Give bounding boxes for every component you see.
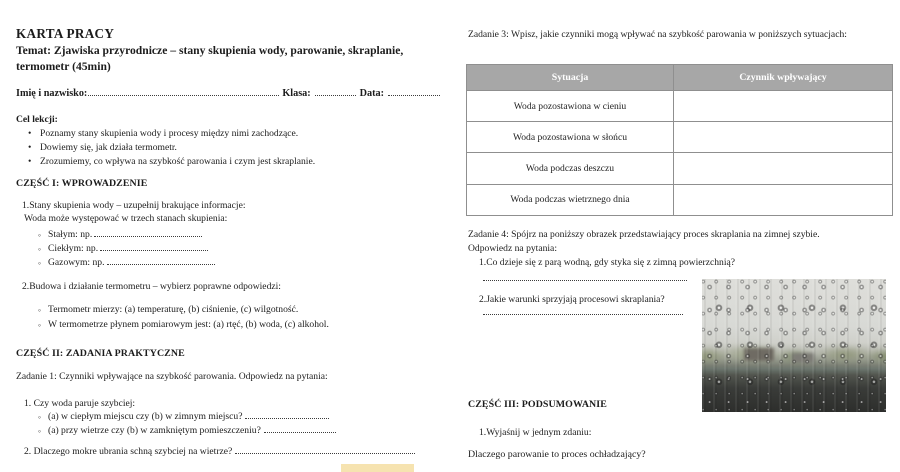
table-row bbox=[467, 184, 893, 215]
exercise4-intro bbox=[468, 228, 888, 256]
goals-title: Cel lekcji: bbox=[16, 114, 58, 125]
answer-blank[interactable] bbox=[235, 445, 415, 454]
goal-text: Poznamy stany skupienia wody i procesy między nimi zachodzące. bbox=[40, 128, 299, 139]
factor-answer-cell[interactable] bbox=[674, 184, 893, 215]
name-blank[interactable] bbox=[88, 88, 279, 96]
exercise1-intro: Zadanie 1: Czynniki wpływające na szybkość parowania. Odpowiedz na pytania: bbox=[16, 371, 328, 382]
worksheet-page-2 bbox=[466, 0, 895, 472]
situation-factors-table bbox=[466, 64, 893, 216]
list-item bbox=[38, 256, 418, 270]
thermometer-options-list bbox=[38, 303, 438, 332]
state-label: Stałym: np. bbox=[48, 229, 93, 240]
factor-answer-cell[interactable] bbox=[674, 122, 893, 153]
list-item bbox=[28, 155, 448, 169]
section-2-heading: CZĘŚĆ II: ZADANIA PRAKTYCZNE bbox=[16, 348, 185, 359]
summary-question: Dlaczego parowanie to proces ochładzający? bbox=[468, 449, 646, 460]
list-item bbox=[38, 318, 438, 333]
table-header-row bbox=[467, 65, 893, 91]
goal-text: Dowiemy się, jak działa termometr. bbox=[40, 142, 177, 154]
option-text: W termometrze płynem pomiarowym jest: (a) rtęć, (b) woda, (c) alkohol. bbox=[48, 318, 329, 330]
exercise1-question2 bbox=[24, 445, 444, 458]
answer-blank[interactable] bbox=[264, 424, 336, 433]
worksheet-page-1 bbox=[16, 0, 448, 472]
rain-window-photo bbox=[702, 279, 886, 412]
situation-cell: Woda pozostawiona w słońcu bbox=[467, 122, 674, 153]
answer-blank[interactable] bbox=[245, 410, 329, 419]
list-item bbox=[38, 424, 438, 438]
name-label: Imię i nazwisko: bbox=[16, 88, 88, 99]
goals-list bbox=[28, 127, 448, 170]
table-row bbox=[467, 153, 893, 184]
list-item bbox=[38, 410, 438, 424]
circle-bullet-icon: ◦ bbox=[38, 258, 42, 269]
bullet-icon: • bbox=[28, 142, 32, 154]
situation-cell: Woda pozostawiona w cieniu bbox=[467, 91, 674, 122]
option-text: Termometr mierzy: (a) temperaturę, (b) ciśnienie, (c) wilgotność. bbox=[48, 304, 299, 315]
situation-cell: Woda podczas wietrznego dnia bbox=[467, 184, 674, 215]
table-row bbox=[467, 122, 893, 153]
list-item bbox=[38, 228, 418, 242]
circle-bullet-icon: ◦ bbox=[38, 412, 42, 422]
list-item bbox=[38, 303, 438, 318]
exercise1-options-list bbox=[38, 410, 438, 438]
column-header-situation: Sytuacja bbox=[467, 65, 674, 91]
circle-bullet-icon: ◦ bbox=[38, 244, 42, 255]
list-item bbox=[38, 242, 418, 256]
section-1-heading: CZĘŚĆ I: WPROWADZENIE bbox=[16, 178, 148, 189]
circle-bullet-icon: ◦ bbox=[38, 305, 42, 315]
exercise1-question1: 1. Czy woda paruje szybciej: bbox=[24, 398, 136, 409]
state-blank[interactable] bbox=[100, 242, 208, 251]
class-blank[interactable] bbox=[315, 88, 356, 96]
task1-instruction: 1.Stany skupienia wody – uzupełnij brakujące informacje: bbox=[22, 200, 246, 211]
states-list bbox=[38, 228, 418, 271]
exercise4-question2: 2.Jakie warunki sprzyjają procesowi skraplania? bbox=[479, 294, 665, 305]
exercise4-intro-line2: Odpowiedz na pytania: bbox=[468, 242, 557, 254]
task1-subline: Woda może występować w trzech stanach skupienia: bbox=[24, 213, 228, 224]
state-blank[interactable] bbox=[107, 256, 215, 265]
list-item bbox=[28, 127, 448, 141]
exercise4-question1: 1.Co dzieje się z parą wodną, gdy styka się z zimną powierzchnią? bbox=[479, 257, 736, 268]
bullet-icon: • bbox=[28, 156, 32, 168]
exercise3-intro: Zadanie 3: Wpisz, jakie czynniki mogą wpływać na szybkość parowania w poniższych sytuacjach: bbox=[468, 29, 847, 40]
state-blank[interactable] bbox=[94, 228, 202, 237]
answer-blank[interactable] bbox=[483, 274, 687, 281]
bullet-icon: • bbox=[28, 128, 32, 139]
exercise4-intro-line1: Zadanie 4: Spójrz na poniższy obrazek przedstawiający proces skraplania na zimnej szybie. bbox=[468, 229, 820, 240]
photo-glass-streaks bbox=[702, 279, 886, 412]
page-title: KARTA PRACY bbox=[16, 26, 115, 41]
highlight-cutoff bbox=[341, 464, 414, 472]
answer-blank[interactable] bbox=[483, 308, 683, 315]
circle-bullet-icon: ◦ bbox=[38, 319, 42, 330]
goal-text: Zrozumiemy, co wpływa na szybkość parowania i czym jest skraplanie. bbox=[40, 156, 316, 168]
date-label: Data: bbox=[359, 88, 384, 99]
circle-bullet-icon: ◦ bbox=[38, 230, 42, 240]
state-label: Gazowym: np. bbox=[48, 257, 105, 269]
column-header-factor: Czynnik wpływający bbox=[674, 65, 893, 91]
list-item bbox=[28, 141, 448, 155]
topic-line: Temat: Zjawiska przyrodnicze – stany skupienia wody, parowanie, skraplanie, termometr (45min) bbox=[16, 44, 404, 73]
question-text: 2. Dlaczego mokre ubrania schną szybciej na wietrze? bbox=[24, 446, 233, 457]
factor-answer-cell[interactable] bbox=[674, 91, 893, 122]
state-label: Ciekłym: np. bbox=[48, 243, 99, 255]
option-text: (a) w ciepłym miejscu czy (b) w zimnym miejscu? bbox=[48, 411, 243, 422]
factor-answer-cell[interactable] bbox=[674, 153, 893, 184]
circle-bullet-icon: ◦ bbox=[38, 426, 42, 437]
table-row bbox=[467, 91, 893, 122]
summary-instruction: 1.Wyjaśnij w jednym zdaniu: bbox=[479, 427, 592, 438]
situation-cell: Woda podczas deszczu bbox=[467, 153, 674, 184]
date-blank[interactable] bbox=[388, 88, 440, 96]
option-text: (a) przy wietrze czy (b) w zamkniętym pomieszczeniu? bbox=[48, 425, 261, 437]
name-class-date-line bbox=[16, 88, 440, 99]
task2-instruction: 2.Budowa i działanie termometru – wybierz poprawne odpowiedzi: bbox=[22, 281, 281, 292]
class-label: Klasa: bbox=[282, 88, 311, 99]
section-3-heading: CZĘŚĆ III: PODSUMOWANIE bbox=[468, 399, 607, 410]
